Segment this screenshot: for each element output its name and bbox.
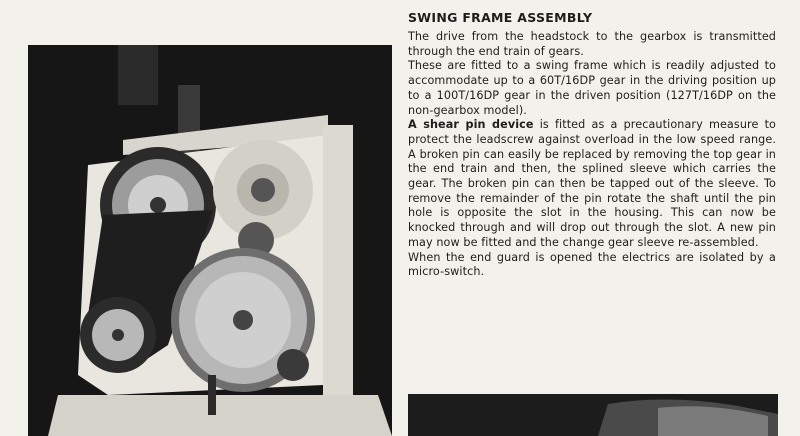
paragraph-shear-pin — [408, 118, 776, 250]
paragraph-swing-frame: These are fitted to a swing frame which is readily adjusted to accommodate up to a 60T/16DP gear in the driving position up to a 100T/16DP gear in the driven position (127T/16DP on the non-gearbox model). — [408, 59, 776, 117]
lathe-end-train-photo — [28, 45, 392, 436]
paragraph-drive: The drive from the headstock to the gearbox is transmitted through the end train of gears. — [408, 30, 776, 58]
text-column — [408, 9, 776, 280]
photo-illustration — [28, 45, 392, 436]
shear-pin-lead: A shear pin device — [408, 118, 534, 132]
secondary-photo — [408, 394, 778, 436]
paragraph-end-guard: When the end guard is opened the electrics are isolated by a micro-switch. — [408, 250, 776, 279]
secondary-photo-illustration — [408, 394, 778, 436]
section-heading: SWING FRAME ASSEMBLY — [408, 10, 593, 25]
shear-pin-body: is fitted as a precautionary measure to protect the leadscrew against overload in the low speed range. A broken pin can easily be replaced by removing the top gear in the end train and then, the splined sleeve which carries the gear. The broken pin can then be tapped out of the sleeve. To remove the remainder of the pin rotate the shaft until the pin hole is opposite the slot in the housing. This can now be knocked through and will drop out through the slot. A new pin may now be fitted and the change gear sleeve re-assembled. — [408, 118, 776, 249]
